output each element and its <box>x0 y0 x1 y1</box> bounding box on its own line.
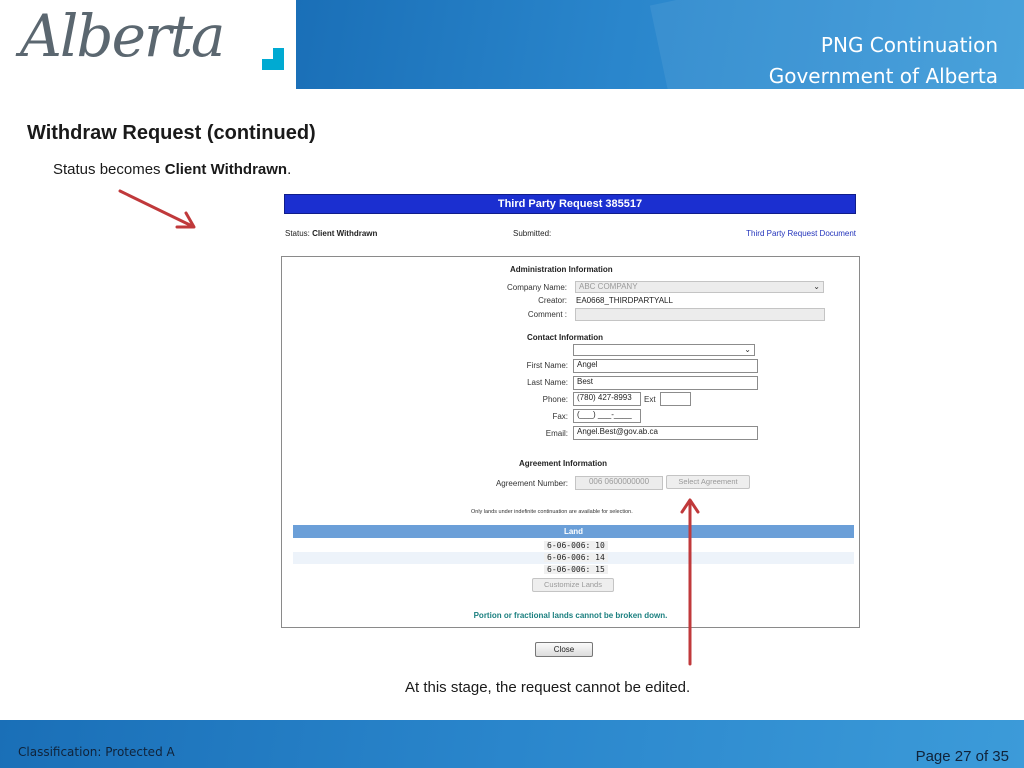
land-row-value: 6-06-006: 10 <box>544 541 608 550</box>
header-title-line1: PNG Continuation <box>820 33 998 57</box>
last-name-label: Last Name: <box>527 378 568 387</box>
ext-field[interactable] <box>660 392 691 406</box>
status-value: Client Withdrawn <box>312 229 378 238</box>
status-pointer-arrow <box>120 191 194 227</box>
alberta-logo <box>0 0 296 89</box>
submitted-label: Submitted: <box>513 229 552 238</box>
agreement-number-field[interactable]: 006 0600000000 <box>575 476 663 490</box>
contact-select[interactable] <box>573 344 755 356</box>
header-title-line2: Government of Alberta <box>768 64 998 88</box>
slide-header <box>0 0 1024 89</box>
status-row <box>284 229 856 241</box>
agreement-heading: Agreement Information <box>519 459 608 468</box>
close-button[interactable]: Close <box>535 642 593 657</box>
phone-field[interactable]: (780) 427-8993 <box>573 392 641 406</box>
fax-field[interactable]: (___) ___-____ <box>573 409 641 423</box>
fax-label: Fax: <box>552 412 568 421</box>
subtitle-suffix: . <box>287 161 292 178</box>
first-name-field[interactable]: Angel <box>573 359 758 373</box>
page-number: Page 27 of 35 <box>915 748 1009 765</box>
creator-label: Creator: <box>538 296 567 305</box>
company-label: Company Name: <box>506 283 567 292</box>
email-label: Email: <box>545 429 568 438</box>
subtitle-status: Client Withdrawn <box>164 161 288 178</box>
customize-lands-button[interactable]: Customize Lands <box>532 578 614 592</box>
land-row-value: 6-06-006: 15 <box>544 565 608 574</box>
slide-footer <box>0 720 1024 768</box>
comment-label: Comment : <box>527 310 567 319</box>
admin-heading: Administration Information <box>510 265 613 274</box>
request-form-panel <box>281 256 860 628</box>
company-value: ABC COMPANY <box>579 282 638 291</box>
agreement-number-label: Agreement Number: <box>495 479 568 488</box>
ext-label: Ext <box>644 395 656 404</box>
comment-field[interactable] <box>575 308 825 321</box>
first-name-label: First Name: <box>526 361 568 370</box>
header-title <box>769 30 998 89</box>
creator-value: EA0668_THIRDPARTYALL <box>575 295 735 307</box>
select-agreement-button[interactable]: Select Agreement <box>666 475 750 489</box>
chevron-down-icon: ⌄ <box>744 345 751 354</box>
land-heading: Land <box>293 525 854 538</box>
land-row-value: 6-06-006: 14 <box>544 553 608 562</box>
land-row[interactable] <box>293 564 854 576</box>
land-row[interactable] <box>293 552 854 564</box>
contact-heading: Contact Information <box>527 333 603 342</box>
classification-label: Classification: Protected A <box>18 745 175 759</box>
slide-subtitle <box>53 161 291 178</box>
fractional-lands-warning: Portion or fractional lands cannot be broken down. <box>473 611 668 620</box>
company-select[interactable] <box>575 281 824 293</box>
logo-wordmark: Alberta <box>20 2 224 70</box>
email-field[interactable]: Angel.Best@gov.ab.ca <box>573 426 758 440</box>
land-row[interactable] <box>293 540 854 552</box>
slide-caption: At this stage, the request cannot be edited. <box>405 679 691 696</box>
status-label: Status: <box>285 229 310 238</box>
subtitle-prefix: Status becomes <box>53 161 165 178</box>
logo-mark-icon <box>262 48 284 70</box>
chevron-down-icon: ⌄ <box>813 282 820 291</box>
last-name-field[interactable]: Best <box>573 376 758 390</box>
status-field <box>285 229 377 238</box>
request-title-bar: Third Party Request 385517 <box>284 194 856 214</box>
phone-label: Phone: <box>542 395 568 404</box>
header-band <box>296 0 1024 89</box>
agreement-note: Only lands under indefinite continuation are available for selection. <box>471 509 633 515</box>
request-document-link[interactable]: Third Party Request Document <box>746 229 856 238</box>
slide-title: Withdraw Request (continued) <box>27 122 316 144</box>
